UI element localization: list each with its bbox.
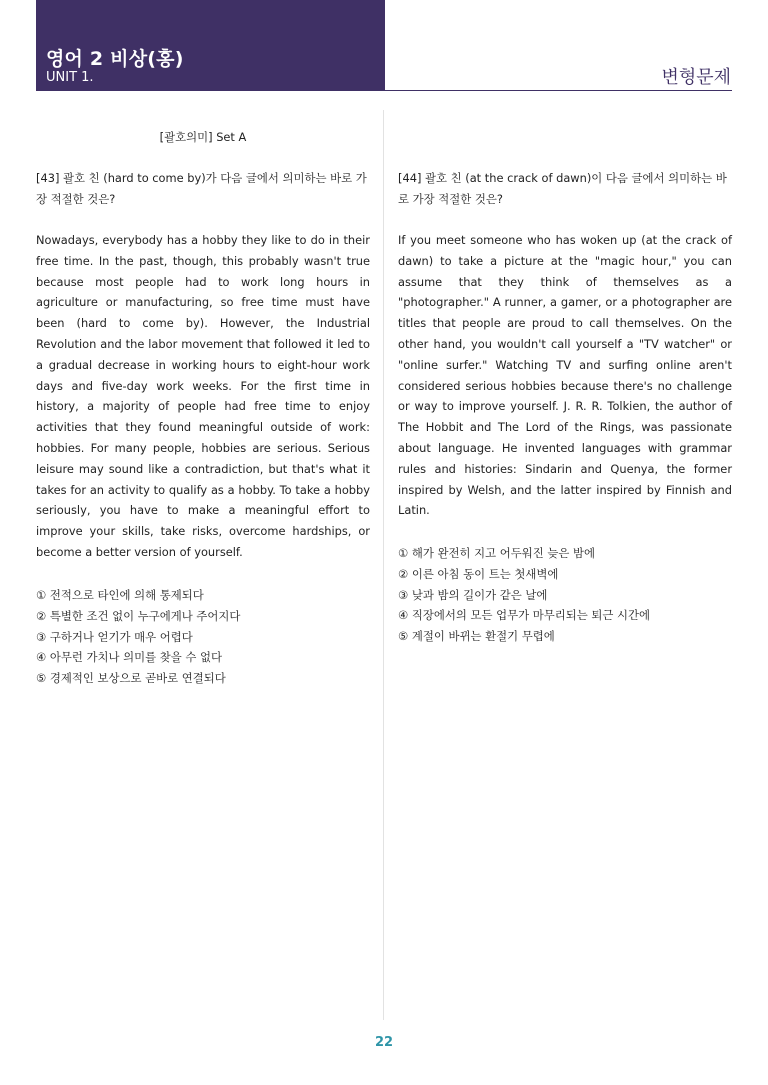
- question-prompt: [44] 괄호 친 (at the crack of dawn)이 다음 글에서 의미하는 바로 가장 적절한 것은?: [398, 171, 727, 206]
- set-label: [괄호의미] Set A: [159, 130, 247, 144]
- column-divider: [383, 110, 384, 1020]
- choice-1: ① 해가 완전히 지고 어두워진 늦은 밤에: [398, 546, 595, 560]
- passage: If you meet someone who has woken up (at the crack of dawn) to take a picture at the "magic hour," you can assume that they think of themselves as a "photographer." A runner, a gamer, or a photographer are titles that people are proud to call themselves. On the other hand, you wouldn't call yourself a "TV watcher" or "online surfer." Watching TV and surfing online aren't considered serious hobbies because there's no challenge or way to improve yourself. J. R. R. Tolkien, the author of The Hobbit and The Lord of the Rings, was passionate about language. He invented languages with grammar rules and histories: Sindarin and Quenya, the former inspired by Welsh, and the latter inspired by Finnish and Latin.: [398, 233, 732, 518]
- unit-label: UNIT 1.: [46, 70, 94, 85]
- choice-5: ⑤ 경제적인 보상으로 곧바로 연결되다: [36, 671, 226, 686]
- document-title: 영어 2 비상(홍): [46, 48, 184, 70]
- choice-1: ① 전적으로 타인에 의해 통제되다: [36, 588, 204, 602]
- choice-3: ③ 구하거나 얻기가 매우 어렵다: [36, 629, 193, 644]
- choice-5: ⑤ 계절이 바뀌는 환절기 무렵에: [398, 629, 555, 644]
- choice-4: ④ 아무런 가치나 의미를 찾을 수 없다: [36, 650, 222, 665]
- choice-2: ② 이른 아침 동이 트는 첫새벽에: [398, 566, 559, 581]
- answer-choices: [36, 585, 370, 689]
- header-banner: [36, 0, 385, 91]
- page-number: 22: [374, 1035, 394, 1050]
- question-prompt: [43] 괄호 친 (hard to come by)가 다음 글에서 의미하는 바로 가장 적절한 것은?: [36, 171, 367, 206]
- passage: Nowadays, everybody has a hobby they like to do in their free time. In the past, though, this probably wasn't true because most people had to work long hours in agriculture or manufacturing, so free time must have been (hard to come by). However, the Industrial Revolution and the labor movement that followed it led to a gradual decrease in working hours to eight-hour work days and five-day work weeks. For the first time in history, a majority of people had free time to enjoy activities that they found meaningful outside of work: hobbies. For many people, hobbies are serious. Serious leisure may sound like a contradiction, but that's what it takes for an activity to qualify as a hobby. To take a hobby seriously, you have to make a meaningful effort to improve your skills, take risks, overcome hardships, or become a better version of yourself.: [36, 233, 370, 559]
- category-label: 변형문제: [661, 67, 731, 88]
- answer-choices: [398, 543, 732, 647]
- choice-4: ④ 직장에서의 모든 업무가 마무리되는 퇴근 시간에: [398, 608, 651, 623]
- choice-3: ③ 낮과 밤의 길이가 같은 날에: [398, 587, 548, 602]
- choice-2: ② 특별한 조건 없이 누구에게나 주어지다: [36, 608, 241, 623]
- header-rule: [385, 90, 732, 91]
